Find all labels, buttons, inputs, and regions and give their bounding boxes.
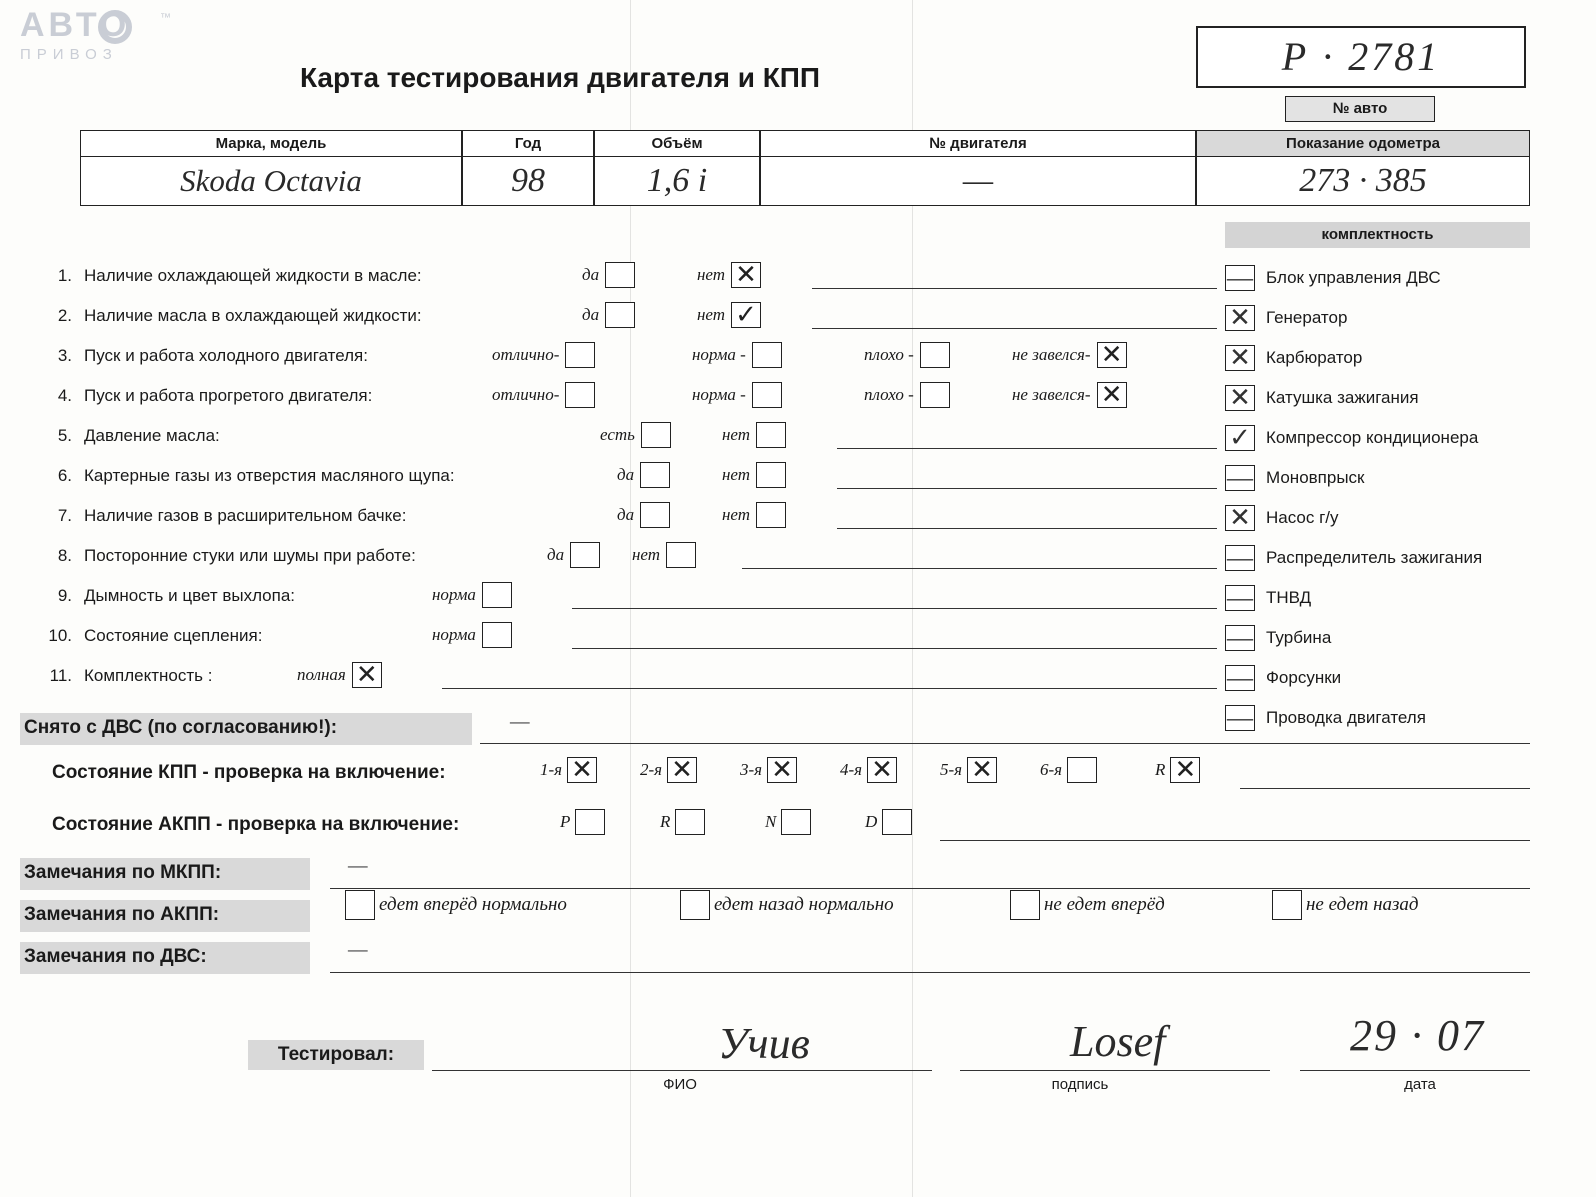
checkbox-mark: [641, 503, 669, 527]
checkbox-mark: —: [1227, 703, 1253, 732]
option-bad[interactable]: [864, 342, 950, 368]
checkbox-mark: ✕: [1229, 303, 1251, 332]
signature-caption: подпись: [1051, 1076, 1109, 1093]
checkbox-mark: ✕: [1229, 503, 1251, 532]
checklist-row: [42, 418, 1217, 458]
option-checkbox[interactable]: [482, 622, 512, 648]
row-text: Дымность и цвет выхлопа:: [84, 586, 296, 605]
checkbox-mark: ✕: [735, 260, 757, 289]
option-normal[interactable]: [432, 582, 512, 608]
option-label: не завелся-: [1012, 345, 1091, 364]
remarks-dvs-line[interactable]: [330, 972, 1530, 973]
option-yes[interactable]: [547, 542, 600, 568]
row-number: 7.: [57, 506, 72, 525]
akpp-remark-no-forward[interactable]: [1010, 890, 1165, 920]
checkbox-mark: ✕: [1229, 383, 1251, 412]
completeness-checkbox[interactable]: [1225, 545, 1255, 571]
option-no[interactable]: [722, 462, 786, 488]
remark-checkbox[interactable]: [680, 890, 710, 920]
checkbox-mark: [566, 383, 594, 407]
remark-checkbox[interactable]: [1272, 890, 1302, 920]
completeness-checkbox[interactable]: [1225, 665, 1255, 691]
option-label: нет: [697, 265, 726, 284]
akpp-mode-n[interactable]: [765, 809, 811, 835]
gear-2[interactable]: [640, 757, 697, 783]
completeness-item[interactable]: [1225, 418, 1555, 458]
completeness-item[interactable]: [1225, 578, 1555, 618]
checklist: [42, 258, 1217, 698]
mkpp-write-in-line[interactable]: [1240, 788, 1530, 789]
option-label: плохо -: [864, 345, 914, 364]
option-checkbox[interactable]: [666, 542, 696, 568]
checkbox-mark: [576, 810, 604, 834]
completeness-item[interactable]: [1225, 298, 1555, 338]
akpp-remark-forward-ok[interactable]: [345, 890, 567, 920]
checklist-row: [42, 458, 1217, 498]
completeness-checkbox[interactable]: [1225, 505, 1255, 531]
row-text: Посторонние стуки или шумы при работе:: [84, 546, 416, 565]
write-in-line[interactable]: [742, 568, 1217, 569]
row-number: 9.: [57, 586, 72, 605]
option-label: да: [617, 465, 635, 484]
avtoprivoz-logo: [20, 8, 180, 88]
option-normal[interactable]: [432, 622, 512, 648]
option-checkbox[interactable]: [756, 422, 786, 448]
option-normal[interactable]: [692, 342, 782, 368]
option-label: нет: [632, 545, 661, 564]
completeness-item[interactable]: [1225, 498, 1555, 538]
gear-label: 6-я: [1040, 760, 1063, 779]
checkbox-mark: [757, 423, 785, 447]
row-text: Наличие охлаждающей жидкости в масле:: [84, 266, 422, 285]
option-checkbox[interactable]: [565, 382, 595, 408]
signature-value: Losef: [1070, 1017, 1166, 1066]
gear-label: 1-я: [540, 760, 563, 779]
completeness-item[interactable]: [1225, 618, 1555, 658]
option-checkbox[interactable]: [640, 462, 670, 488]
logo-ring-icon: [98, 10, 132, 44]
remark-label: не едет назад: [1306, 894, 1419, 915]
option-label: да: [547, 545, 565, 564]
remark-label: не едет вперёд: [1044, 894, 1165, 915]
option-da[interactable]: [582, 262, 635, 288]
header-label-engine-no: № двигателя: [761, 131, 1195, 157]
row-text: Пуск и работа холодного двигателя:: [84, 346, 368, 365]
checkbox-mark: ✕: [871, 755, 893, 784]
checkbox-mark: ✕: [571, 755, 593, 784]
write-in-line[interactable]: [442, 688, 1217, 689]
option-yes[interactable]: [617, 462, 670, 488]
gear-6[interactable]: [1040, 757, 1097, 783]
option-no-start[interactable]: [1012, 382, 1127, 408]
completeness-label: Распределитель зажигания: [1266, 548, 1483, 567]
gear-checkbox[interactable]: [667, 757, 697, 783]
checkbox-mark: ✕: [771, 755, 793, 784]
checkbox-mark: —: [1227, 623, 1253, 652]
header-cell-engine-no: [760, 130, 1196, 206]
option-checkbox[interactable]: [482, 582, 512, 608]
write-in-line[interactable]: [812, 288, 1217, 289]
header-label-odometer: Показание одометра: [1197, 131, 1529, 157]
checklist-row: [42, 258, 1217, 298]
gear-3[interactable]: [740, 757, 797, 783]
option-checkbox[interactable]: [605, 262, 635, 288]
remark-checkbox[interactable]: [1010, 890, 1040, 920]
gear-label: 2-я: [640, 760, 663, 779]
completeness-label: Блок управления ДВС: [1266, 268, 1441, 287]
header-label-brand: Марка, модель: [81, 131, 461, 157]
checkbox-mark: ✕: [1174, 755, 1197, 784]
logo-brand: АВТО: [20, 6, 131, 44]
completeness-label: Компрессор кондиционера: [1266, 428, 1479, 447]
option-label: нет: [722, 465, 751, 484]
completeness-label: ТНВД: [1266, 588, 1312, 607]
akpp-remark-no-reverse[interactable]: [1272, 890, 1419, 920]
date-value: 29 · 07: [1350, 1011, 1485, 1060]
option-label: норма: [432, 585, 476, 604]
tested-by-label: Тестировал:: [248, 1040, 424, 1070]
write-in-line[interactable]: [572, 608, 1217, 609]
option-label: да: [617, 505, 635, 524]
option-yes[interactable]: [600, 422, 671, 448]
row-number: 1.: [57, 266, 72, 285]
row-number: 11.: [49, 666, 72, 685]
row-text: Картерные газы из отверстия масляного щупа:: [84, 466, 455, 485]
option-net[interactable]: [697, 262, 761, 288]
name-value: Учив: [718, 1019, 810, 1068]
completeness-checkbox[interactable]: [1225, 265, 1255, 291]
completeness-list: [1225, 258, 1555, 738]
mode-checkbox[interactable]: [781, 809, 811, 835]
mode-label: P: [560, 812, 571, 831]
header-cell-volume: [594, 130, 760, 206]
option-no-start[interactable]: [1012, 342, 1127, 368]
option-checkbox[interactable]: [731, 302, 761, 328]
checklist-row: [42, 378, 1217, 418]
option-label: нет: [697, 305, 726, 324]
row-number: 2.: [57, 306, 72, 325]
removed-section-line[interactable]: [480, 743, 1530, 744]
car-number-box: [1196, 26, 1526, 88]
completeness-checkbox[interactable]: [1225, 345, 1255, 371]
header-value-volume: 1,6 i: [646, 162, 708, 199]
header-value-engine-no: —: [962, 162, 994, 199]
gear-checkbox[interactable]: [767, 757, 797, 783]
completeness-label: Проводка двигателя: [1266, 708, 1426, 727]
checkbox-mark: [642, 423, 670, 447]
gear-label: R: [1155, 760, 1166, 779]
checkbox-mark: [483, 583, 511, 607]
remark-label: едет вперёд нормально: [379, 894, 567, 915]
car-number-label: № авто: [1285, 96, 1435, 122]
checkbox-mark: [676, 810, 704, 834]
option-no[interactable]: [722, 422, 786, 448]
completeness-item[interactable]: [1225, 338, 1555, 378]
gear-5[interactable]: [940, 757, 997, 783]
option-excellent[interactable]: [492, 382, 595, 408]
gear-label: 3-я: [740, 760, 763, 779]
option-checkbox[interactable]: [752, 382, 782, 408]
option-bad[interactable]: [864, 382, 950, 408]
checkbox-mark: —: [1227, 583, 1253, 612]
row-text: Состояние сцепления:: [84, 626, 263, 645]
header-cell-brand: [80, 130, 462, 206]
car-number-value: Р · 2781: [1281, 34, 1441, 79]
completeness-item[interactable]: [1225, 538, 1555, 578]
row-text: Наличие газов в расширительном бачке:: [84, 506, 407, 525]
write-in-line[interactable]: [812, 328, 1217, 329]
option-yes[interactable]: [617, 502, 670, 528]
row-number: 5.: [57, 426, 72, 445]
mode-label: D: [865, 812, 878, 831]
gear-checkbox[interactable]: [1170, 757, 1200, 783]
row-text: Наличие масла в охлаждающей жидкости:: [84, 306, 422, 325]
option-label: есть: [600, 425, 635, 444]
option-checkbox[interactable]: [570, 542, 600, 568]
option-checkbox[interactable]: [752, 342, 782, 368]
mode-label: N: [765, 812, 777, 831]
option-label: полная: [297, 665, 346, 684]
option-checkbox[interactable]: [920, 382, 950, 408]
completeness-checkbox[interactable]: [1225, 425, 1255, 451]
page-title: Карта тестирования двигателя и КПП: [300, 62, 821, 93]
option-no[interactable]: [722, 502, 786, 528]
option-normal[interactable]: [692, 382, 782, 408]
header-value-year: 98: [511, 162, 545, 199]
mode-checkbox[interactable]: [882, 809, 912, 835]
gear-1[interactable]: [540, 757, 597, 783]
header-value-brand: Skoda Octavia: [180, 163, 362, 198]
option-checkbox[interactable]: [640, 502, 670, 528]
checkbox-mark: ✕: [1100, 380, 1123, 409]
akpp-mode-r[interactable]: [660, 809, 705, 835]
completeness-label: Насос г/у: [1266, 508, 1339, 527]
checklist-row: [42, 498, 1217, 538]
checkbox-mark: [641, 463, 669, 487]
option-label: да: [582, 305, 600, 324]
checkbox-mark: [757, 503, 785, 527]
checklist-row: [42, 618, 1217, 658]
logo-trademark: ™: [160, 12, 171, 24]
option-label: не завелся-: [1012, 385, 1091, 404]
gear-checkbox[interactable]: [1067, 757, 1097, 783]
completeness-item[interactable]: [1225, 458, 1555, 498]
checkbox-mark: [606, 263, 634, 287]
completeness-checkbox[interactable]: [1225, 705, 1255, 731]
gear-reverse[interactable]: [1155, 757, 1200, 783]
checkbox-mark: —: [1227, 263, 1253, 292]
remarks-mkpp-value: —: [348, 852, 368, 877]
completeness-item[interactable]: [1225, 658, 1555, 698]
checkbox-mark: ✕: [1229, 343, 1251, 372]
checkbox-mark: ✓: [1229, 423, 1251, 452]
option-label: да: [582, 265, 600, 284]
remarks-dvs-value: —: [348, 936, 368, 961]
completeness-label: Катушка зажигания: [1266, 388, 1419, 407]
completeness-label: Генератор: [1266, 308, 1348, 327]
mode-label: R: [660, 812, 671, 831]
option-label: норма: [432, 625, 476, 644]
checklist-row: [42, 298, 1217, 338]
checkbox-mark: [753, 383, 781, 407]
header-value-odometer: 273 · 385: [1299, 162, 1427, 199]
akpp-write-in-line[interactable]: [940, 840, 1530, 841]
completeness-item[interactable]: [1225, 258, 1555, 298]
checkbox-mark: [483, 623, 511, 647]
option-checkbox[interactable]: [731, 262, 761, 288]
row-text: Пуск и работа прогретого двигателя:: [84, 386, 373, 405]
name-line[interactable]: [432, 1070, 932, 1071]
write-in-line[interactable]: [837, 528, 1217, 529]
option-no[interactable]: [632, 542, 696, 568]
gear-checkbox[interactable]: [867, 757, 897, 783]
completeness-checkbox[interactable]: [1225, 305, 1255, 331]
mkpp-label: Состояние КПП - проверка на включение:: [52, 762, 446, 783]
logo-subtitle: ПРИВОЗ: [20, 46, 118, 63]
option-checkbox[interactable]: [1097, 342, 1127, 368]
checklist-row: [42, 538, 1217, 578]
akpp-mode-d[interactable]: [865, 809, 912, 835]
option-da[interactable]: [582, 302, 635, 328]
completeness-checkbox[interactable]: [1225, 625, 1255, 651]
remark-label: едет назад нормально: [714, 894, 894, 915]
write-in-line[interactable]: [572, 648, 1217, 649]
row-number: 10.: [48, 626, 72, 645]
header-cell-odometer: [1196, 130, 1530, 206]
option-checkbox[interactable]: [1097, 382, 1127, 408]
checkbox-mark: [566, 343, 594, 367]
completeness-checkbox[interactable]: [1225, 465, 1255, 491]
write-in-line[interactable]: [837, 488, 1217, 489]
akpp-label: Состояние АКПП - проверка на включение:: [52, 814, 460, 835]
row-number: 3.: [57, 346, 72, 365]
option-checkbox[interactable]: [920, 342, 950, 368]
completeness-label: Форсунки: [1266, 668, 1342, 687]
option-checkbox[interactable]: [756, 462, 786, 488]
checkbox-mark: ✕: [355, 660, 378, 689]
option-net[interactable]: [697, 302, 761, 328]
checkbox-mark: [753, 343, 781, 367]
mode-checkbox[interactable]: [675, 809, 705, 835]
checkbox-mark: ✓: [735, 300, 757, 329]
completeness-item[interactable]: [1225, 698, 1555, 738]
option-checkbox[interactable]: [756, 502, 786, 528]
gear-label: 4-я: [840, 760, 863, 779]
option-checkbox[interactable]: [641, 422, 671, 448]
akpp-mode-p[interactable]: [560, 809, 605, 835]
checkbox-mark: [883, 810, 911, 834]
akpp-remark-reverse-ok[interactable]: [680, 890, 894, 920]
name-caption: ФИО: [663, 1076, 697, 1093]
remarks-mkpp-line[interactable]: [330, 888, 1530, 889]
checkbox-mark: [606, 303, 634, 327]
completeness-item[interactable]: [1225, 378, 1555, 418]
checkbox-mark: [921, 343, 949, 367]
option-checkbox[interactable]: [352, 662, 382, 688]
checkbox-mark: —: [1227, 543, 1253, 572]
checkbox-mark: ✕: [1100, 340, 1123, 369]
checkbox-mark: [921, 383, 949, 407]
date-caption: дата: [1404, 1076, 1436, 1093]
completeness-label: Карбюратор: [1266, 348, 1363, 367]
option-checkbox[interactable]: [565, 342, 595, 368]
row-text: Комплектность :: [84, 666, 213, 685]
row-number: 6.: [57, 466, 72, 485]
header-label-volume: Объём: [595, 131, 759, 157]
removed-section-value: —: [510, 708, 530, 733]
checkbox-mark: ✕: [971, 755, 993, 784]
header-cell-year: [462, 130, 594, 206]
option-label: нет: [722, 425, 751, 444]
checkbox-mark: [667, 543, 695, 567]
option-label: нет: [722, 505, 751, 524]
option-checkbox[interactable]: [605, 302, 635, 328]
completeness-checkbox[interactable]: [1225, 585, 1255, 611]
checkbox-mark: ✕: [671, 755, 693, 784]
checklist-row: [42, 338, 1217, 378]
option-full[interactable]: [297, 662, 382, 688]
row-number: 8.: [57, 546, 72, 565]
option-label: норма -: [692, 385, 746, 404]
gear-checkbox[interactable]: [967, 757, 997, 783]
remarks-mkpp-label: Замечания по МКПП:: [20, 858, 310, 890]
completeness-label: Турбина: [1266, 628, 1332, 647]
remarks-akpp-label: Замечания по АКПП:: [20, 900, 310, 932]
date-line[interactable]: [1300, 1070, 1530, 1071]
checkbox-mark: [1068, 758, 1096, 782]
checkbox-mark: —: [1227, 463, 1253, 492]
option-excellent[interactable]: [492, 342, 595, 368]
checklist-row: [42, 658, 1217, 698]
option-label: отлично-: [492, 385, 560, 404]
completeness-header: комплектность: [1225, 222, 1530, 248]
signature-line[interactable]: [960, 1070, 1270, 1071]
option-label: норма -: [692, 345, 746, 364]
row-number: 4.: [57, 386, 72, 405]
completeness-label: Моновпрыск: [1266, 468, 1365, 487]
option-label: отлично-: [492, 345, 560, 364]
option-label: плохо -: [864, 385, 914, 404]
header-label-year: Год: [463, 131, 593, 157]
removed-section-label: Снято с ДВС (по согласованию!):: [20, 713, 472, 745]
remark-checkbox[interactable]: [345, 890, 375, 920]
checkbox-mark: [571, 543, 599, 567]
mode-checkbox[interactable]: [575, 809, 605, 835]
remarks-dvs-label: Замечания по ДВС:: [20, 942, 310, 974]
checkbox-mark: —: [1227, 663, 1253, 692]
gear-label: 5-я: [940, 760, 963, 779]
row-text: Давление масла:: [84, 426, 220, 445]
checkbox-mark: [757, 463, 785, 487]
header-table: [80, 130, 1530, 206]
checklist-row: [42, 578, 1217, 618]
completeness-checkbox[interactable]: [1225, 385, 1255, 411]
gear-4[interactable]: [840, 757, 897, 783]
write-in-line[interactable]: [837, 448, 1217, 449]
gear-checkbox[interactable]: [567, 757, 597, 783]
checkbox-mark: [782, 810, 810, 834]
